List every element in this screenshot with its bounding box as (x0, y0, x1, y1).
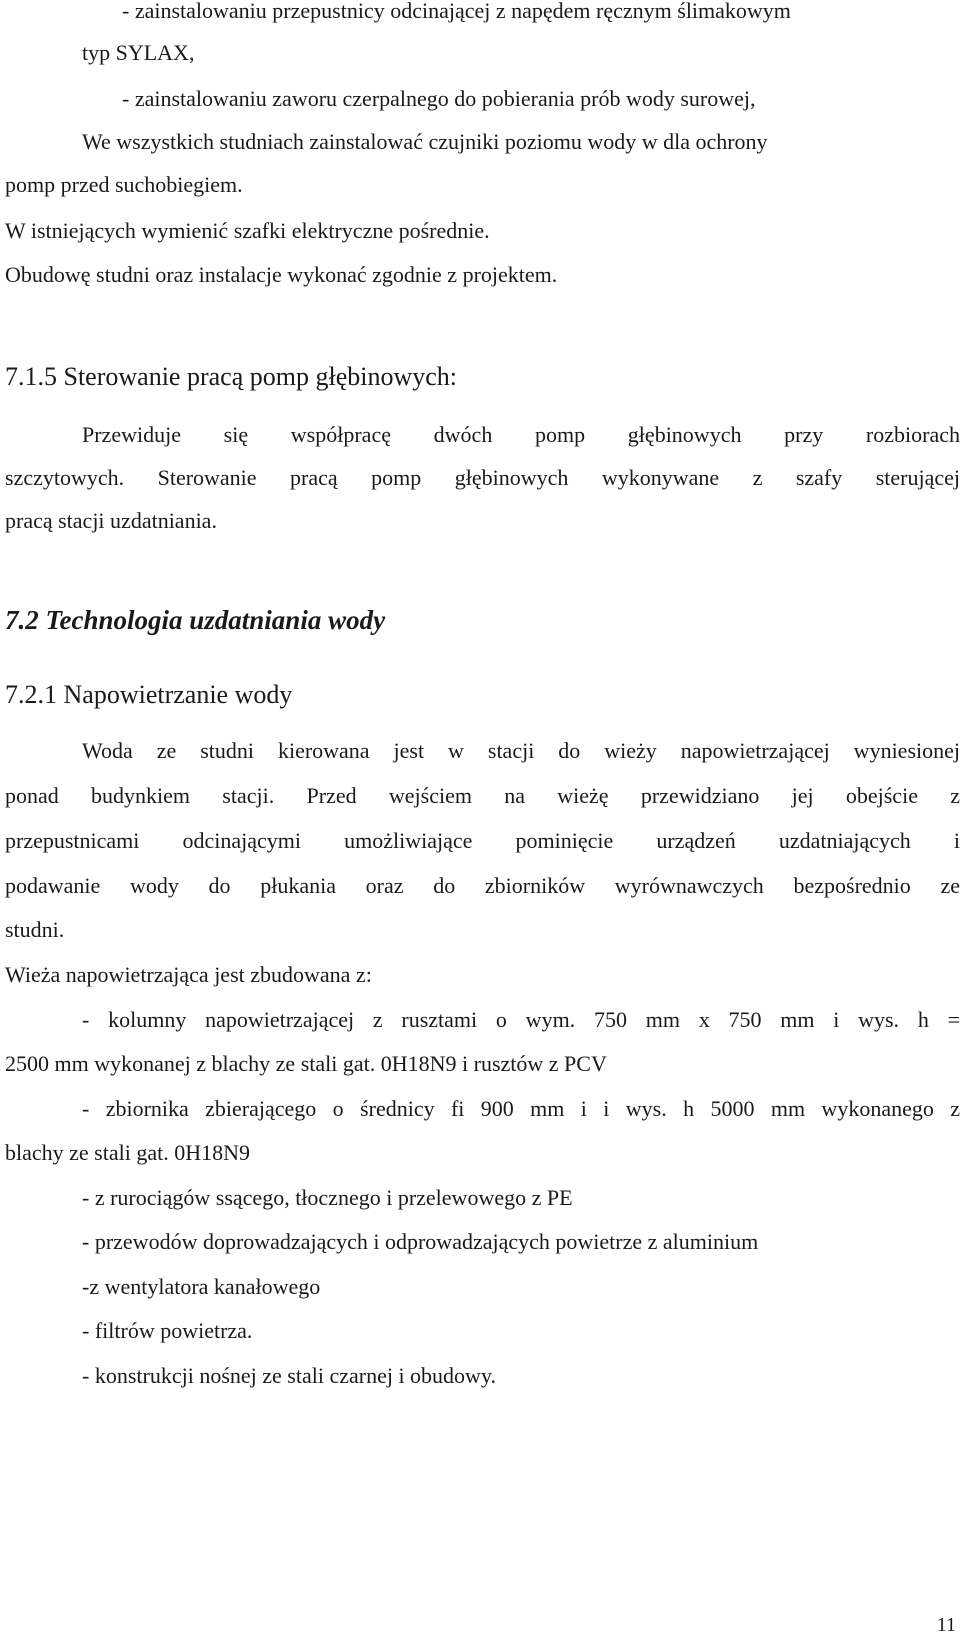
text-line: We wszystkich studniach zainstalować czujniki poziomu wody w dla ochrony (82, 129, 768, 154)
page-number: 11 (936, 1614, 956, 1636)
list-item: - filtrów powietrza. (82, 1318, 253, 1343)
list-intro: Wieża napowietrzająca jest zbudowana z: (5, 962, 372, 987)
paragraph-line: Woda ze studni kierowana jest w stacji do wieży napowietrzającej wyniesionej (82, 738, 960, 763)
section-heading: 7.2.1 Napowietrzanie wody (5, 680, 293, 709)
list-item: blachy ze stali gat. 0H18N9 (5, 1140, 250, 1165)
paragraph-line: studni. (5, 917, 65, 942)
paragraph-line: ponad budynkiem stacji. Przed wejściem na wieżę przewidziano jej obejście z (5, 783, 960, 808)
text-line: typ SYLAX, (82, 40, 195, 65)
list-item: -z wentylatora kanałowego (82, 1274, 321, 1299)
list-item: - przewodów doprowadzających i odprowadzających powietrze z aluminium (82, 1229, 759, 1254)
text-line: Obudowę studni oraz instalacje wykonać zgodnie z projektem. (5, 262, 558, 287)
list-item: 2500 mm wykonanej z blachy ze stali gat. 0H18N9 i rusztów z PCV (5, 1051, 607, 1076)
section-heading: 7.1.5 Sterowanie pracą pomp głębinowych: (5, 362, 457, 391)
list-item: - zbiornika zbierającego o średnicy fi 900 mm i i wys. h 5000 mm wykonanego z (82, 1096, 960, 1121)
text-line: pomp przed suchobiegiem. (5, 172, 243, 197)
paragraph-line: Przewiduje się współpracę dwóch pomp głębinowych przy rozbiorach (82, 422, 960, 447)
text-line: - zainstalowaniu zaworu czerpalnego do pobierania prób wody surowej, (122, 86, 756, 111)
paragraph-line: szczytowych. Sterowanie pracą pomp głębinowych wykonywane z szafy sterującej (5, 465, 960, 490)
list-item: - konstrukcji nośnej ze stali czarnej i obudowy. (82, 1363, 497, 1388)
text-line: - zainstalowaniu przepustnicy odcinającej z napędem ręcznym ślimakowym (122, 0, 791, 23)
list-item: - kolumny napowietrzającej z rusztami o wym. 750 mm x 750 mm i wys. h = (82, 1007, 960, 1032)
paragraph-line: przepustnicami odcinającymi umożliwiające pominięcie urządzeń uzdatniających i (5, 828, 960, 853)
text-line: W istniejących wymienić szafki elektryczne pośrednie. (5, 218, 490, 243)
paragraph-line: podawanie wody do płukania oraz do zbiorników wyrównawczych bezpośrednio ze (5, 873, 960, 898)
paragraph-line: pracą stacji uzdatniania. (5, 508, 217, 533)
chapter-heading: 7.2 Technologia uzdatniania wody (5, 605, 386, 635)
list-item: - z rurociągów ssącego, tłocznego i przelewowego z PE (82, 1185, 573, 1210)
